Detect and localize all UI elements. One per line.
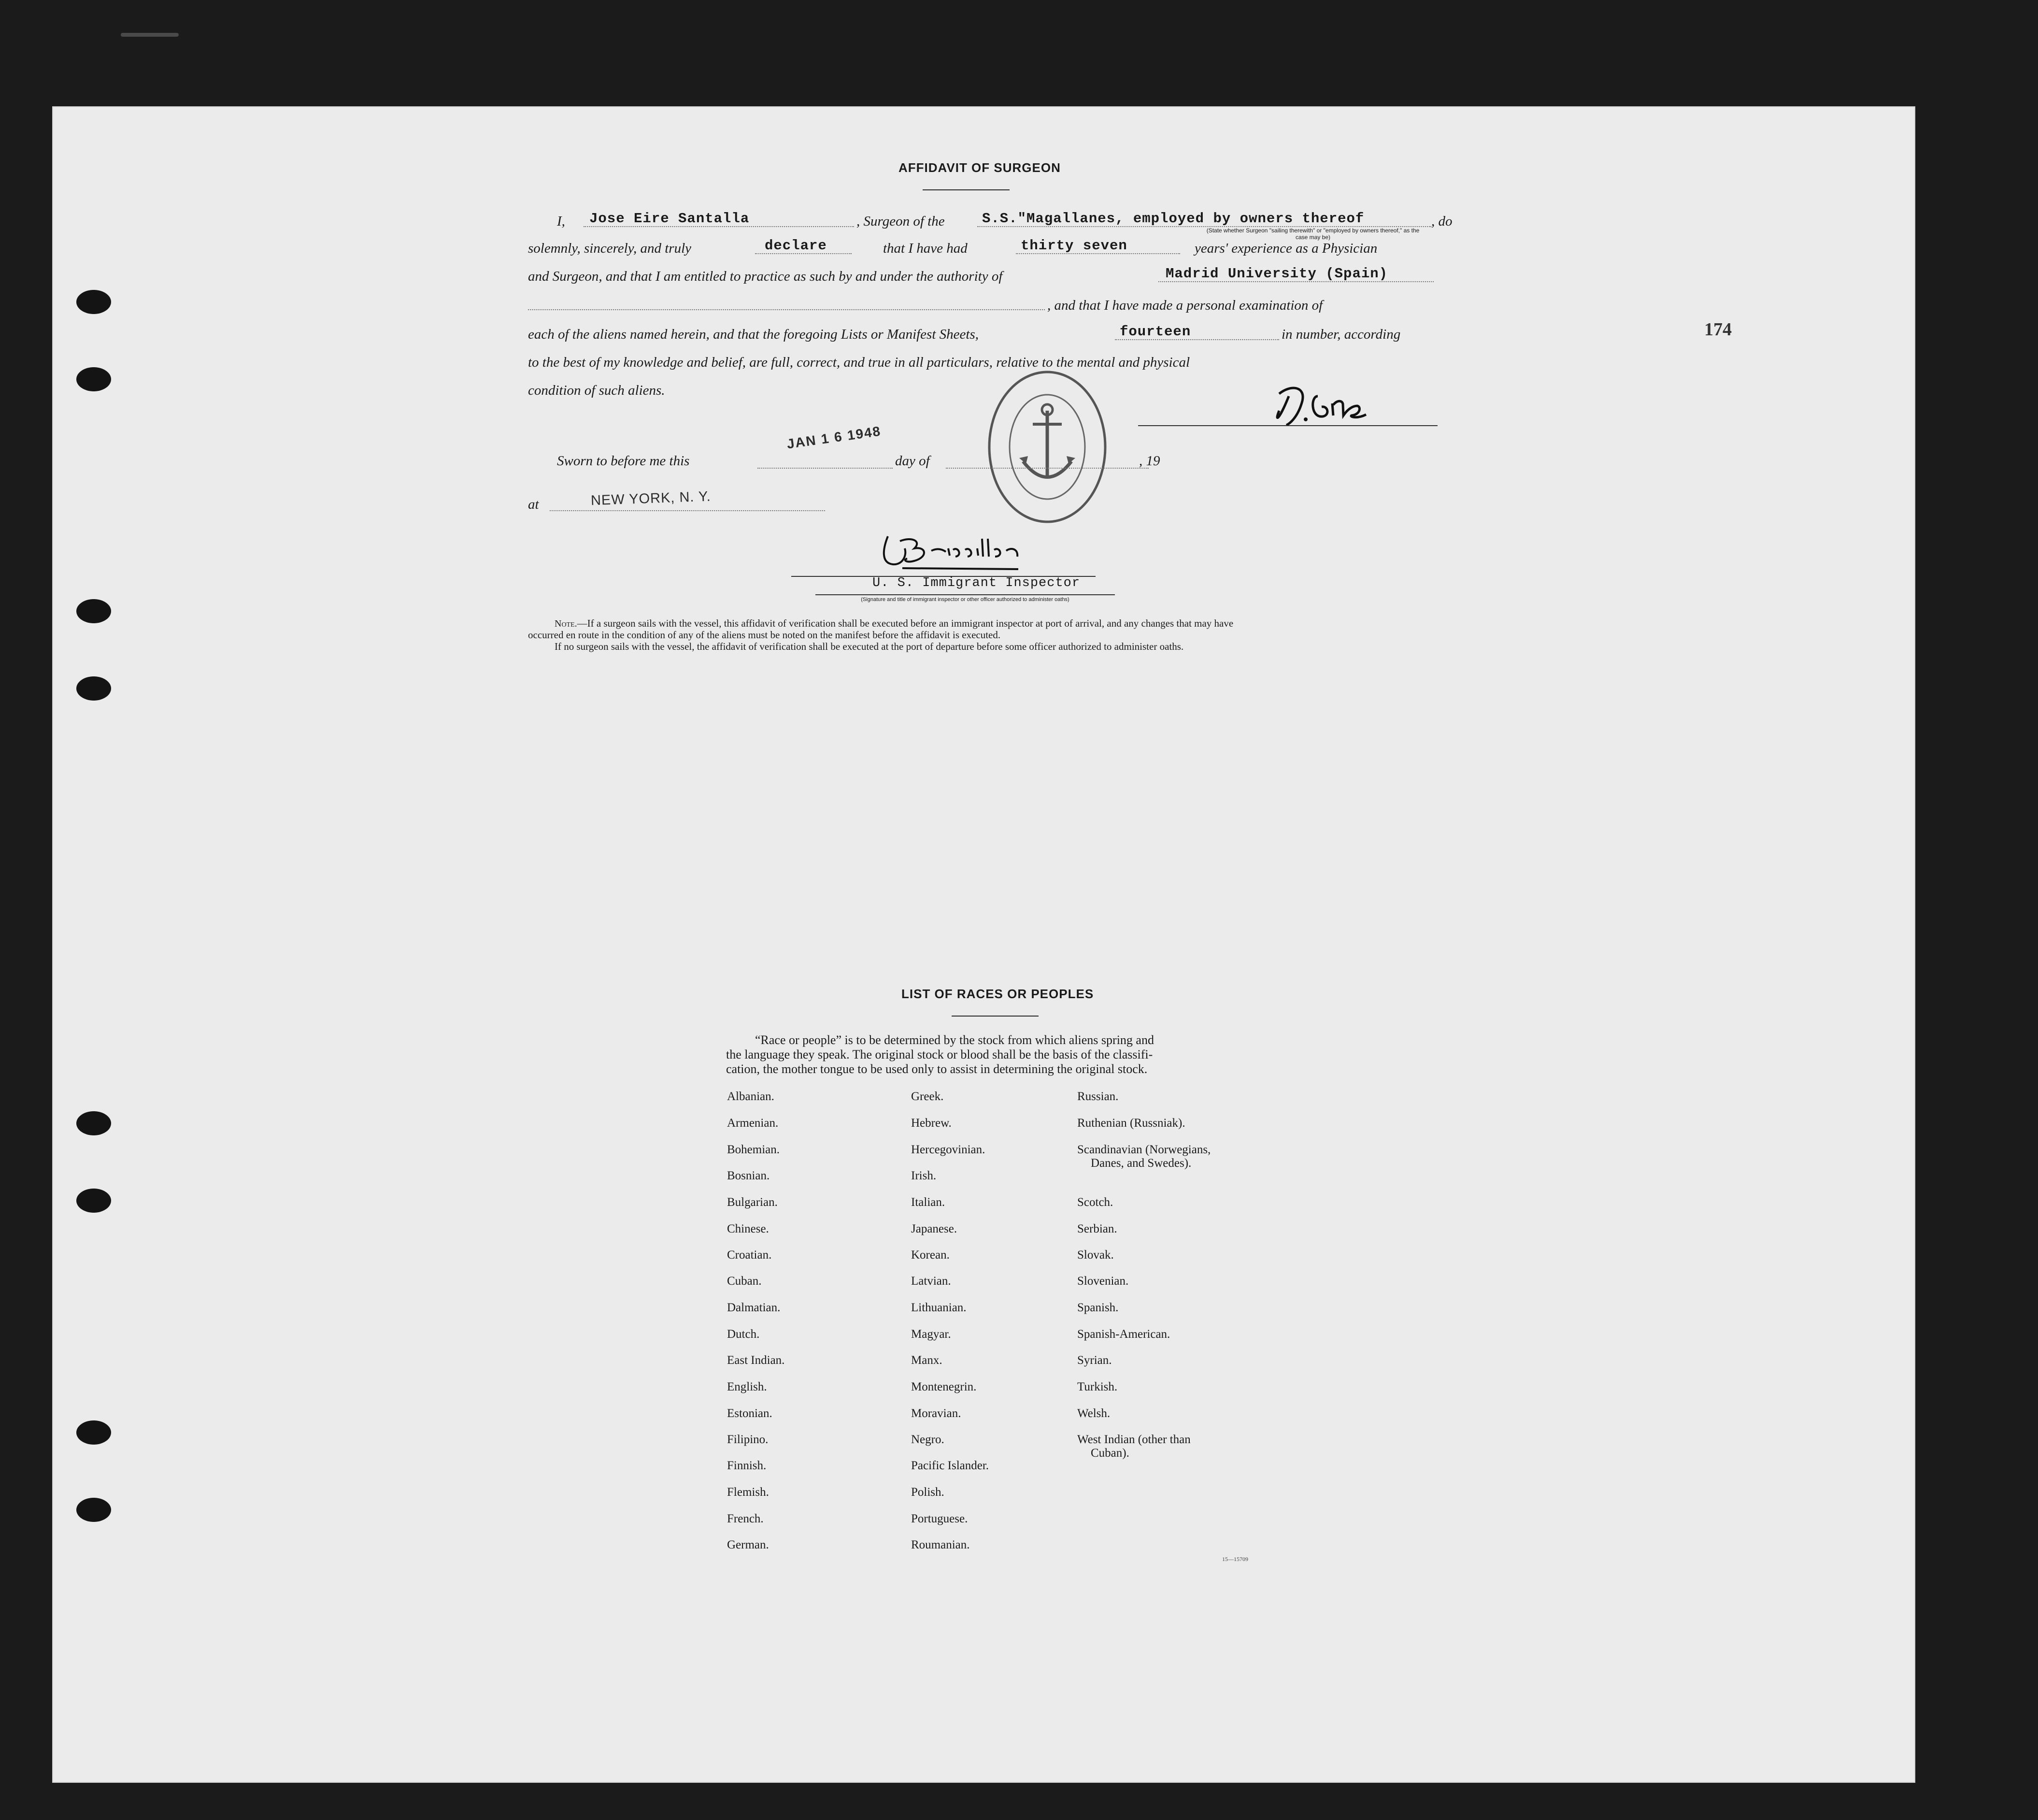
text-solemnly: solemnly, sincerely, and truly: [528, 241, 692, 256]
inspector-note: (Signature and title of immigrant inspector or other officer authorized to administer oaths): [861, 597, 1069, 602]
surgeon-signature: [1207, 377, 1424, 425]
binder-hole: [76, 1189, 111, 1213]
sheets-field: fourteen: [1120, 324, 1191, 340]
ship-field: S.S."Magallanes, employed by owners thereof: [982, 211, 1365, 227]
text-day-of: day of: [895, 453, 930, 469]
binder-hole: [76, 1111, 111, 1135]
race-item: Hebrew.: [911, 1117, 952, 1130]
text-in-number: in number, according: [1282, 327, 1401, 342]
race-item: Dutch.: [727, 1328, 760, 1341]
race-item: Syrian.: [1077, 1354, 1112, 1367]
race-item: Welsh.: [1077, 1407, 1111, 1420]
race-item: Flemish.: [727, 1486, 769, 1499]
race-item: Bulgarian.: [727, 1196, 778, 1209]
inspector-title: U. S. Immigrant Inspector: [872, 576, 1081, 590]
note-line-1: [555, 617, 1233, 630]
anchor-seal-icon: [984, 367, 1110, 527]
race-item: Latvian.: [911, 1275, 951, 1288]
dotted-line: [1158, 281, 1434, 282]
binder-hole: [76, 599, 111, 623]
race-item: Croatian.: [727, 1248, 772, 1261]
title-underline: [923, 189, 1010, 190]
race-item: Ruthenian (Russniak).: [1077, 1117, 1185, 1130]
signature-line: [1138, 425, 1438, 426]
races-title: LIST OF RACES OR PEOPLES: [901, 987, 1094, 1001]
race-item: Japanese.: [911, 1222, 957, 1235]
dotted-line: [584, 226, 854, 227]
inspector-signature: [873, 522, 1047, 575]
race-item: Bosnian.: [727, 1169, 770, 1182]
race-item: Pacific Islander.: [911, 1459, 989, 1472]
race-item: English.: [727, 1380, 767, 1393]
race-item: Dalmatian.: [727, 1301, 781, 1314]
races-title-underline: [952, 1016, 1039, 1017]
race-item: Albanian.: [727, 1090, 774, 1103]
race-item: Montenegrin.: [911, 1380, 977, 1393]
dotted-line: [755, 253, 852, 254]
race-item: Finnish.: [727, 1459, 767, 1472]
race-item: Serbian.: [1077, 1222, 1117, 1235]
text-and-that-made: , and that I have made a personal examination of: [1047, 298, 1323, 313]
film-frame-mark: [121, 33, 179, 37]
page-number: 174: [1704, 319, 1732, 340]
binder-hole: [76, 676, 111, 701]
note-line-3: If no surgeon sails with the vessel, the affidavit of verification shall be executed at the port of departure before some officer authorized to administer oaths.: [555, 641, 1184, 652]
text-each-of: each of the aliens named herein, and that the foregoing Lists or Manifest Sheets,: [528, 327, 979, 342]
race-item: German.: [727, 1538, 769, 1551]
text-line7: condition of such aliens.: [528, 383, 665, 398]
date-stamp: JAN 1 6 1948: [785, 423, 882, 452]
race-item-continued: Cuban).: [1091, 1447, 1129, 1460]
dotted-line: [1016, 253, 1180, 254]
race-item: Manx.: [911, 1354, 942, 1367]
binder-hole: [76, 1420, 111, 1445]
inspector-line-bottom: [815, 594, 1115, 595]
race-item: Roumanian.: [911, 1538, 970, 1551]
note-label: Note.: [555, 618, 577, 629]
text-19: , 19: [1139, 453, 1160, 469]
text-i: I,: [557, 214, 565, 229]
race-item-continued: Danes, and Swedes).: [1091, 1157, 1192, 1170]
place-stamp: NEW YORK, N. Y.: [590, 488, 712, 509]
race-item: Estonian.: [727, 1407, 772, 1420]
years-field: thirty seven: [1021, 238, 1127, 254]
form-number: 15—15709: [1222, 1556, 1248, 1562]
dotted-line: [757, 468, 893, 469]
race-item: Armenian.: [727, 1117, 779, 1130]
ship-seal-stamp: [984, 367, 1110, 527]
text-and-surgeon: and Surgeon, and that I am entitled to practice as such by and under the authority of: [528, 269, 1003, 284]
binder-hole: [76, 367, 111, 391]
race-item: Magyar.: [911, 1328, 951, 1341]
race-item: Negro.: [911, 1433, 944, 1446]
race-item: Hercegovinian.: [911, 1143, 985, 1156]
race-item: Moravian.: [911, 1407, 961, 1420]
text-at: at: [528, 497, 539, 512]
race-item: Slovak.: [1077, 1248, 1114, 1261]
races-intro-1: “Race or people” is to be determined by the stock from which aliens spring and: [755, 1033, 1154, 1047]
race-item: Greek.: [911, 1090, 944, 1103]
race-item: East Indian.: [727, 1354, 785, 1367]
race-item: Polish.: [911, 1486, 944, 1499]
ship-note: (State whether Surgeon "sailing therewith" or "employed by owners thereof," as the case may be): [1206, 227, 1420, 241]
affidavit-title: AFFIDAVIT OF SURGEON: [898, 160, 1061, 175]
text-do: , do: [1431, 214, 1453, 229]
race-item: Scotch.: [1077, 1196, 1113, 1209]
race-item: Slovenian.: [1077, 1275, 1129, 1288]
race-item: Russian.: [1077, 1090, 1119, 1103]
race-item: Italian.: [911, 1196, 945, 1209]
binder-hole: [76, 290, 111, 314]
text-that-i-have-had: that I have had: [883, 241, 968, 256]
binder-hole: [76, 1498, 111, 1522]
race-item: Spanish-American.: [1077, 1328, 1170, 1341]
race-item: Scandinavian (Norwegians,: [1077, 1143, 1211, 1156]
race-item: Irish.: [911, 1169, 937, 1182]
text-years-experience: years' experience as a Physician: [1195, 241, 1378, 256]
races-intro-2: the language they speak. The original stock or blood shall be the basis of the classifi-: [726, 1047, 1153, 1061]
race-item: Turkish.: [1077, 1380, 1118, 1393]
authority-field: Madrid University (Spain): [1166, 266, 1388, 282]
note-line-2: occurred en route in the condition of any of the aliens must be noted on the manifest before the affidavit is executed.: [528, 629, 1001, 641]
dotted-line: [528, 309, 1045, 310]
race-item: Lithuanian.: [911, 1301, 967, 1314]
race-item: West Indian (other than: [1077, 1433, 1191, 1446]
race-item: French.: [727, 1512, 764, 1525]
race-item: Cuban.: [727, 1275, 762, 1288]
declare-field: declare: [765, 238, 827, 254]
text-line6: to the best of my knowledge and belief, are full, correct, and true in all particulars, relative to the mental and physical: [528, 355, 1190, 370]
dotted-line: [946, 468, 1149, 469]
race-item: Spanish.: [1077, 1301, 1119, 1314]
text-sworn: Sworn to before me this: [557, 453, 690, 469]
race-item: Korean.: [911, 1248, 950, 1261]
race-item: Bohemian.: [727, 1143, 780, 1156]
race-item: Chinese.: [727, 1222, 769, 1235]
races-intro-3: cation, the mother tongue to be used only to assist in determining the original stock.: [726, 1062, 1148, 1076]
race-item: Portuguese.: [911, 1512, 968, 1525]
surgeon-name-field: Jose Eire Santalla: [589, 211, 750, 227]
dotted-line: [1115, 339, 1279, 340]
dotted-line: [550, 510, 825, 511]
note-text-1: —If a surgeon sails with the vessel, this affidavit of verification shall be executed before an immigrant inspector at port of arrival, and any changes that may have: [577, 617, 1234, 629]
document-sheet: [52, 106, 1915, 1783]
text-surgeon-of: , Surgeon of the: [856, 214, 945, 229]
race-item: Filipino.: [727, 1433, 769, 1446]
